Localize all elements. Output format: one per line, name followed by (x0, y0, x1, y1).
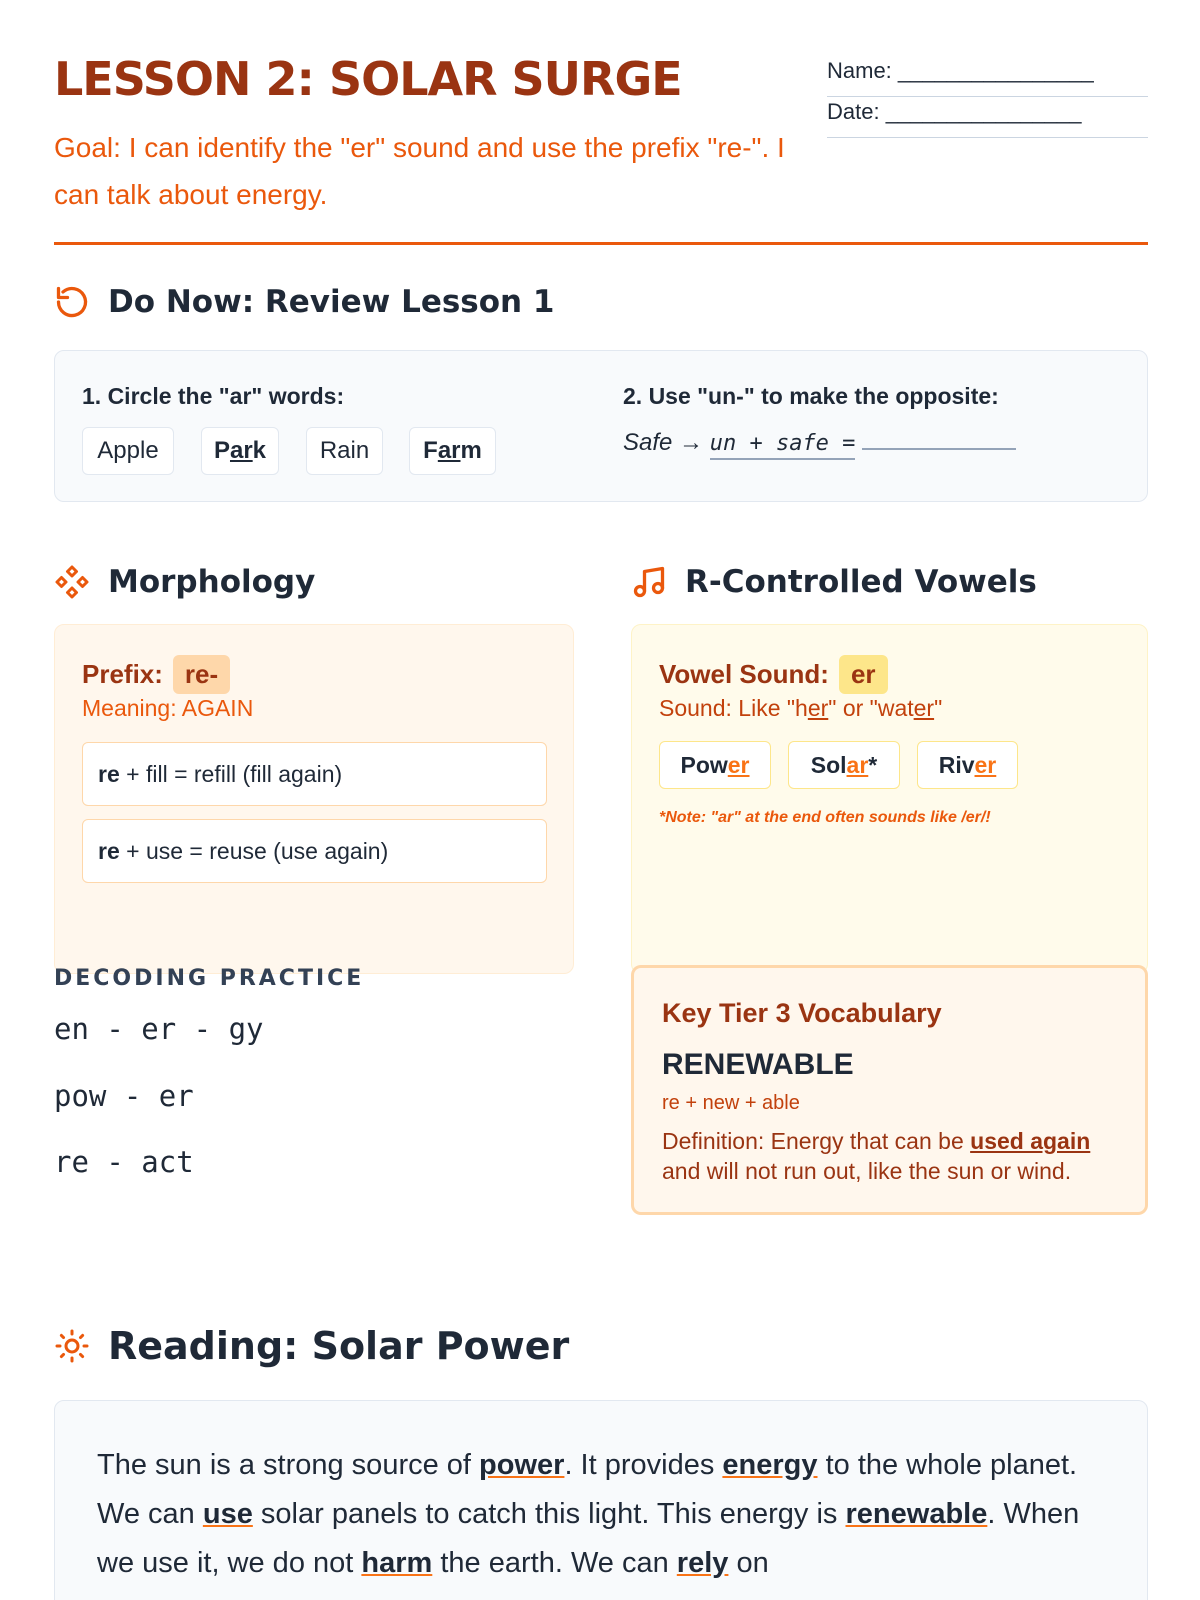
passage-text: the earth. We can (432, 1547, 677, 1579)
answer-blank[interactable] (862, 430, 1016, 450)
decoding-label: DECODING PRACTICE (54, 966, 365, 991)
lesson-goal: Goal: I can identify the "er" sound and use the prefix "re-". I can talk about energy. (54, 132, 785, 210)
chip-ar-underline: ar (229, 437, 253, 464)
refresh-icon (54, 284, 90, 320)
sound-example (659, 695, 942, 722)
opposite-exercise (623, 429, 1016, 457)
passage-text: to the whole planet. We can (97, 1449, 1078, 1530)
word-chip-apple[interactable]: Apple (82, 427, 174, 475)
word-chip-river[interactable] (917, 741, 1018, 789)
chip-text: F (423, 437, 438, 464)
vocabulary-card (631, 965, 1148, 1215)
opposite-formula: un + safe = (710, 431, 856, 460)
chip-text: k (252, 437, 267, 464)
vocabulary-parts: re + new + able (662, 1092, 800, 1114)
passage-text: The sun is a strong source of (97, 1449, 480, 1481)
vocab-word-rely: rely (676, 1547, 729, 1579)
definition-emphasis: used again (970, 1128, 1091, 1154)
morphology-title: Morphology (108, 564, 316, 600)
vocab-word-use: use (202, 1498, 253, 1530)
example-text: + fill = refill (fill again) (119, 761, 343, 787)
date-field[interactable]: Date: ________________ (827, 97, 1148, 138)
passage-text: . It provides (564, 1449, 723, 1481)
lesson-title: LESSON 2: SOLAR SURGE (54, 52, 682, 106)
music-note-icon (631, 564, 667, 600)
chip-text: m (460, 437, 482, 464)
do-now-heading (54, 284, 555, 320)
vowel-note: *Note: "ar" at the end often sounds like /er/! (659, 809, 991, 826)
morphology-card (54, 624, 574, 974)
example-text: + use = reuse (use again) (119, 838, 389, 864)
vowel-sound-label: Vowel Sound: (659, 659, 829, 689)
chip-highlight: er (974, 752, 997, 778)
question-1: 1. Circle the "ar" words: (82, 383, 345, 409)
vocabulary-heading: Key Tier 3 Vocabulary (662, 998, 942, 1028)
definition-text: Definition: Energy that can be (662, 1128, 971, 1154)
sound-underline: er (913, 695, 935, 721)
r-vowels-title: R-Controlled Vowels (685, 564, 1037, 600)
vowel-sound-badge: er (839, 655, 888, 694)
vocab-word-harm: harm (361, 1547, 433, 1579)
passage-text: . When we use it, we do not (97, 1498, 1080, 1579)
do-now-card (54, 350, 1148, 502)
reading-passage (97, 1441, 1107, 1588)
decoding-line: en - er - gy (54, 1012, 264, 1046)
decoding-line: pow - er (54, 1079, 194, 1113)
sound-text: " (934, 695, 943, 721)
chip-base: Pow (680, 752, 728, 778)
prefix-example (82, 742, 547, 806)
chip-ar-underline: ar (437, 437, 461, 464)
question-2: 2. Use "un-" to make the opposite: (623, 383, 999, 409)
reading-heading (54, 1324, 569, 1368)
morphology-heading (54, 564, 315, 600)
diamonds-icon (54, 564, 90, 600)
word-chip-farm[interactable] (409, 427, 496, 475)
prefix-example (82, 819, 547, 883)
sound-text: " or "wat (828, 695, 914, 721)
prefix-badge: re- (173, 655, 230, 694)
vocab-word-power: power (479, 1449, 565, 1481)
reading-card (54, 1400, 1148, 1600)
do-now-title: Do Now: Review Lesson 1 (108, 284, 555, 320)
chip-tail: * (868, 752, 878, 778)
word-chip-park[interactable] (201, 427, 279, 475)
r-vowels-card (631, 624, 1148, 974)
definition-text: and will not run out, like the sun or wind. (662, 1158, 1072, 1184)
opposite-start: Safe → (623, 429, 704, 456)
r-vowels-heading (631, 564, 1037, 600)
student-info (827, 56, 1148, 138)
chip-highlight: er (727, 752, 750, 778)
sound-underline: er (807, 695, 829, 721)
word-chip-power[interactable] (659, 741, 771, 789)
worksheet-header (54, 52, 1148, 245)
passage-text: on (728, 1547, 769, 1579)
vocab-word-renewable: renewable (845, 1498, 988, 1530)
vocab-word-energy: energy (722, 1449, 818, 1481)
sun-icon (54, 1328, 90, 1364)
chip-base: Sol (810, 752, 847, 778)
vocabulary-word: RENEWABLE (662, 1048, 854, 1081)
decoding-line: re - act (54, 1145, 194, 1179)
chip-text: P (213, 437, 230, 464)
word-chip-rain[interactable]: Rain (306, 427, 383, 475)
name-field[interactable]: Name: ________________ (827, 56, 1148, 97)
prefix-label: Prefix: (82, 659, 163, 689)
prefix-meaning: Meaning: AGAIN (82, 695, 254, 721)
vocabulary-definition (662, 1126, 1132, 1186)
sound-text: Sound: Like "h (659, 695, 808, 721)
chip-base: Riv (938, 752, 975, 778)
prefix-part: re (98, 761, 120, 787)
word-chip-solar[interactable] (788, 741, 900, 789)
passage-text: solar panels to catch this light. This energy is (252, 1498, 846, 1530)
prefix-part: re (98, 838, 120, 864)
vowel-sound-heading (659, 655, 888, 694)
chip-highlight: ar (846, 752, 869, 778)
prefix-heading (82, 655, 230, 694)
reading-title: Reading: Solar Power (108, 1324, 570, 1368)
